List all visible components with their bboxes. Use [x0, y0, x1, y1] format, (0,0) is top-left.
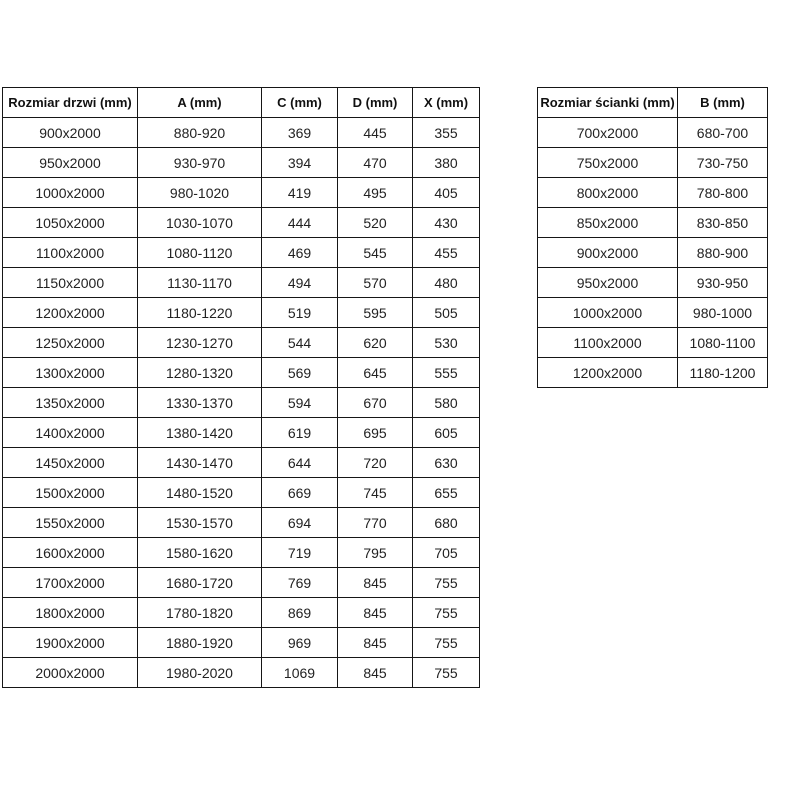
table-cell: 445 [338, 118, 413, 148]
table-cell: 1280-1320 [138, 358, 262, 388]
table-row [3, 568, 480, 598]
table-cell: 455 [413, 238, 480, 268]
table-cell: 770 [338, 508, 413, 538]
table-cell: 950x2000 [538, 268, 678, 298]
table-cell: 1700x2000 [3, 568, 138, 598]
table-cell: 830-850 [678, 208, 768, 238]
table-cell: 694 [262, 508, 338, 538]
table-cell: 644 [262, 448, 338, 478]
table-cell: 1300x2000 [3, 358, 138, 388]
table-cell: 1550x2000 [3, 508, 138, 538]
table-cell: 900x2000 [3, 118, 138, 148]
table-row [3, 298, 480, 328]
wall-table-header-row [538, 88, 768, 118]
table-cell: 405 [413, 178, 480, 208]
table-cell: 1100x2000 [3, 238, 138, 268]
table-row [3, 238, 480, 268]
table-cell: 494 [262, 268, 338, 298]
table-cell: 755 [413, 658, 480, 688]
table-row [3, 598, 480, 628]
door-table-header-x: X (mm) [413, 88, 480, 118]
table-cell: 695 [338, 418, 413, 448]
table-cell: 755 [413, 628, 480, 658]
table-cell: 544 [262, 328, 338, 358]
table-cell: 880-920 [138, 118, 262, 148]
table-cell: 394 [262, 148, 338, 178]
table-row [3, 328, 480, 358]
table-cell: 1580-1620 [138, 538, 262, 568]
table-cell: 645 [338, 358, 413, 388]
table-cell: 800x2000 [538, 178, 678, 208]
table-cell: 680-700 [678, 118, 768, 148]
table-cell: 700x2000 [538, 118, 678, 148]
table-cell: 1180-1220 [138, 298, 262, 328]
table-cell: 1130-1170 [138, 268, 262, 298]
wall-table-header-size: Rozmiar ścianki (mm) [538, 88, 678, 118]
table-cell: 495 [338, 178, 413, 208]
table-row [3, 118, 480, 148]
table-cell: 1600x2000 [3, 538, 138, 568]
table-cell: 1500x2000 [3, 478, 138, 508]
table-row [538, 358, 768, 388]
table-cell: 730-750 [678, 148, 768, 178]
table-cell: 850x2000 [538, 208, 678, 238]
table-cell: 845 [338, 598, 413, 628]
table-cell: 520 [338, 208, 413, 238]
table-cell: 1050x2000 [3, 208, 138, 238]
table-cell: 430 [413, 208, 480, 238]
table-cell: 1200x2000 [3, 298, 138, 328]
table-cell: 1350x2000 [3, 388, 138, 418]
door-table-header-row [3, 88, 480, 118]
table-cell: 1100x2000 [538, 328, 678, 358]
table-cell: 1880-1920 [138, 628, 262, 658]
table-cell: 555 [413, 358, 480, 388]
table-cell: 369 [262, 118, 338, 148]
wall-table-header-b: B (mm) [678, 88, 768, 118]
table-cell: 655 [413, 478, 480, 508]
table-cell: 755 [413, 598, 480, 628]
table-cell: 1000x2000 [3, 178, 138, 208]
table-cell: 900x2000 [538, 238, 678, 268]
table-cell: 620 [338, 328, 413, 358]
table-cell: 845 [338, 658, 413, 688]
table-cell: 469 [262, 238, 338, 268]
table-cell: 1480-1520 [138, 478, 262, 508]
table-cell: 1450x2000 [3, 448, 138, 478]
table-cell: 519 [262, 298, 338, 328]
table-row [3, 358, 480, 388]
table-cell: 969 [262, 628, 338, 658]
table-row [538, 178, 768, 208]
table-cell: 545 [338, 238, 413, 268]
table-cell: 1900x2000 [3, 628, 138, 658]
table-cell: 880-900 [678, 238, 768, 268]
table-cell: 719 [262, 538, 338, 568]
table-cell: 755 [413, 568, 480, 598]
table-row [538, 328, 768, 358]
table-row [538, 118, 768, 148]
table-cell: 1400x2000 [3, 418, 138, 448]
table-cell: 750x2000 [538, 148, 678, 178]
table-row [3, 418, 480, 448]
door-size-table [2, 87, 480, 688]
table-cell: 769 [262, 568, 338, 598]
table-cell: 419 [262, 178, 338, 208]
table-cell: 1430-1470 [138, 448, 262, 478]
table-cell: 869 [262, 598, 338, 628]
table-cell: 630 [413, 448, 480, 478]
table-cell: 569 [262, 358, 338, 388]
table-cell: 720 [338, 448, 413, 478]
table-cell: 570 [338, 268, 413, 298]
table-cell: 505 [413, 298, 480, 328]
table-cell: 1069 [262, 658, 338, 688]
table-row [3, 208, 480, 238]
table-row [538, 238, 768, 268]
table-row [3, 658, 480, 688]
table-row [3, 148, 480, 178]
table-cell: 1330-1370 [138, 388, 262, 418]
table-cell: 795 [338, 538, 413, 568]
table-cell: 980-1020 [138, 178, 262, 208]
table-cell: 619 [262, 418, 338, 448]
table-cell: 380 [413, 148, 480, 178]
table-cell: 355 [413, 118, 480, 148]
table-cell: 950x2000 [3, 148, 138, 178]
table-cell: 680 [413, 508, 480, 538]
door-table-header-a: A (mm) [138, 88, 262, 118]
table-row [3, 478, 480, 508]
table-cell: 1800x2000 [3, 598, 138, 628]
table-cell: 1030-1070 [138, 208, 262, 238]
table-row [3, 448, 480, 478]
table-cell: 980-1000 [678, 298, 768, 328]
table-row [3, 508, 480, 538]
table-cell: 1150x2000 [3, 268, 138, 298]
table-cell: 745 [338, 478, 413, 508]
wall-size-table [537, 87, 768, 388]
table-cell: 580 [413, 388, 480, 418]
table-row [538, 148, 768, 178]
table-cell: 1680-1720 [138, 568, 262, 598]
table-cell: 1080-1100 [678, 328, 768, 358]
table-cell: 470 [338, 148, 413, 178]
door-table-header-size: Rozmiar drzwi (mm) [3, 88, 138, 118]
table-cell: 1250x2000 [3, 328, 138, 358]
table-cell: 2000x2000 [3, 658, 138, 688]
table-cell: 1000x2000 [538, 298, 678, 328]
table-cell: 1780-1820 [138, 598, 262, 628]
table-cell: 1980-2020 [138, 658, 262, 688]
table-cell: 1380-1420 [138, 418, 262, 448]
table-row [538, 268, 768, 298]
table-cell: 845 [338, 568, 413, 598]
table-cell: 594 [262, 388, 338, 418]
table-row [3, 388, 480, 418]
door-table-header-c: C (mm) [262, 88, 338, 118]
table-cell: 780-800 [678, 178, 768, 208]
table-cell: 1080-1120 [138, 238, 262, 268]
table-row [3, 178, 480, 208]
table-cell: 1180-1200 [678, 358, 768, 388]
table-cell: 595 [338, 298, 413, 328]
table-cell: 605 [413, 418, 480, 448]
table-cell: 930-950 [678, 268, 768, 298]
table-cell: 845 [338, 628, 413, 658]
table-cell: 444 [262, 208, 338, 238]
door-table-header-d: D (mm) [338, 88, 413, 118]
table-cell: 1200x2000 [538, 358, 678, 388]
table-cell: 669 [262, 478, 338, 508]
table-row [3, 538, 480, 568]
table-row [538, 208, 768, 238]
table-cell: 1530-1570 [138, 508, 262, 538]
table-row [538, 298, 768, 328]
table-row [3, 628, 480, 658]
table-cell: 705 [413, 538, 480, 568]
table-row [3, 268, 480, 298]
table-cell: 930-970 [138, 148, 262, 178]
table-cell: 530 [413, 328, 480, 358]
table-cell: 670 [338, 388, 413, 418]
table-cell: 1230-1270 [138, 328, 262, 358]
table-cell: 480 [413, 268, 480, 298]
